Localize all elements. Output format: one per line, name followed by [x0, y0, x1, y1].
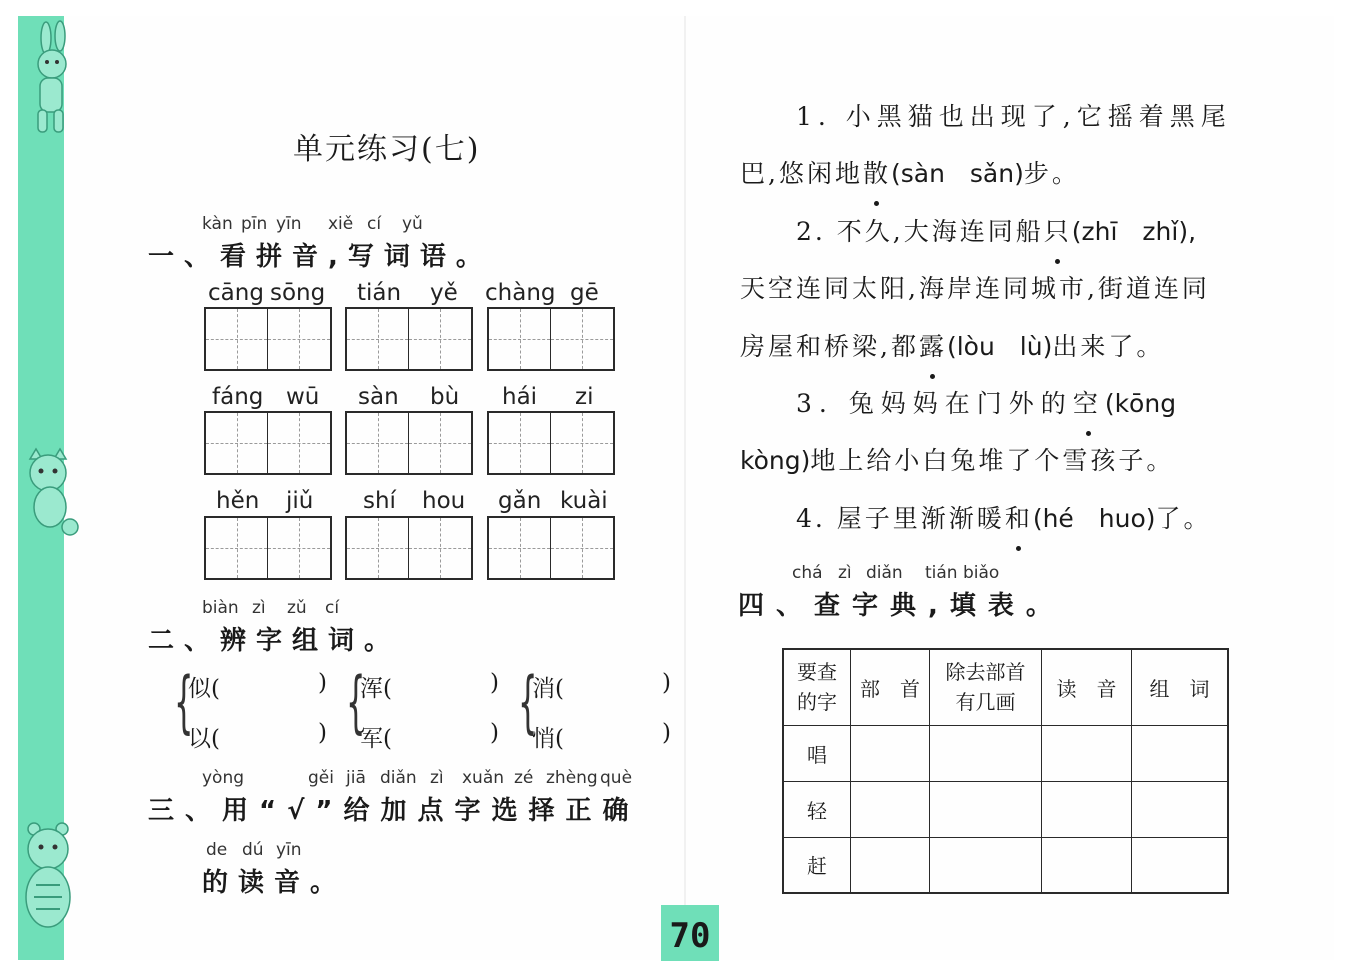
- pinyin: zì: [252, 598, 266, 618]
- grid-guide: [551, 443, 613, 444]
- pinyin: zǔ: [287, 598, 307, 618]
- section2-heading: 二、辨字组词。: [148, 626, 401, 656]
- pinyin: pīn: [241, 214, 268, 234]
- grid-pinyin: wū: [286, 384, 320, 410]
- table-header-row: [783, 649, 1228, 725]
- answer-cell[interactable]: [1132, 725, 1229, 781]
- page-fold: [684, 16, 686, 960]
- answer-cell[interactable]: [1042, 725, 1132, 781]
- group-paren: ): [318, 720, 327, 746]
- grid-guide: [347, 548, 408, 549]
- answer-cell[interactable]: [1042, 837, 1132, 893]
- grid-pinyin: shí: [363, 488, 396, 514]
- section3-heading-cont: 的读音。: [202, 868, 347, 898]
- grid-guide: [347, 339, 408, 340]
- pinyin: biǎo: [963, 563, 1000, 583]
- grid-cell[interactable]: [551, 518, 613, 578]
- group-paren: ): [662, 720, 671, 746]
- question-text: 1. 小黑猫也出现了,它摇着黑尾: [796, 102, 1232, 131]
- group-char: 似(: [188, 676, 220, 702]
- grid-guide: [268, 443, 330, 444]
- grid-guide: [268, 339, 330, 340]
- grid-guide: [489, 443, 550, 444]
- grid-cell[interactable]: [268, 518, 330, 578]
- answer-cell[interactable]: [1132, 781, 1229, 837]
- question-text: 房屋和桥梁,都: [740, 332, 919, 361]
- grid-pinyin: zi: [575, 384, 594, 410]
- grid-pinyin: sàn: [358, 384, 399, 410]
- section1-heading: 一、看拼音,写词语。: [148, 242, 492, 272]
- answer-cell[interactable]: [851, 725, 930, 781]
- grid-pinyin: sōng: [270, 280, 326, 306]
- pinyin: zì: [430, 768, 444, 788]
- grid-cell[interactable]: [551, 309, 613, 369]
- pinyin: diǎn: [380, 768, 417, 788]
- dotted-char: 空: [1073, 375, 1105, 432]
- question-text: 天空连同太阳,海岸连同城市,街道连同: [740, 274, 1210, 303]
- pinyin-choice[interactable]: (lòu lù): [946, 332, 1053, 361]
- grid-pinyin: hěn: [216, 488, 260, 514]
- pinyin: de: [206, 840, 228, 860]
- rabbit-icon: [16, 20, 82, 140]
- pinyin: zì: [838, 563, 852, 583]
- grid-pinyin: gǎn: [498, 488, 542, 514]
- answer-cell[interactable]: [1042, 781, 1132, 837]
- table-header: 部 首: [851, 649, 930, 725]
- pinyin: yīn: [276, 214, 302, 234]
- section3-heading: 三、用“√”给加点字选择正确: [148, 796, 640, 826]
- pinyin-choice[interactable]: (kōng: [1104, 389, 1177, 418]
- dotted-char: 只: [1044, 203, 1072, 260]
- table-header: 除去部首 有几画: [930, 649, 1042, 725]
- writing-grid[interactable]: [345, 516, 473, 580]
- answer-cell[interactable]: [930, 781, 1042, 837]
- grid-cell[interactable]: [409, 309, 471, 369]
- grid-cell[interactable]: [489, 309, 551, 369]
- writing-grid[interactable]: [204, 307, 332, 371]
- question-text: 地上给小白兔堆了个雪孩子。: [810, 446, 1175, 475]
- grid-guide: [551, 548, 613, 549]
- pinyin: yǔ: [402, 214, 423, 234]
- pinyin: cí: [325, 598, 340, 618]
- pinyin-choice[interactable]: kòng): [740, 446, 811, 475]
- table-row: [783, 781, 1228, 837]
- group-paren: ): [318, 670, 327, 696]
- grid-guide: [409, 443, 471, 444]
- grid-guide: [206, 339, 267, 340]
- brace-icon: {: [174, 663, 194, 742]
- grid-guide: [347, 443, 408, 444]
- grid-pinyin: chàng: [485, 280, 556, 306]
- grid-cell[interactable]: [347, 309, 409, 369]
- pinyin: yīn: [276, 840, 302, 860]
- pinyin-choice[interactable]: (zhī zhǐ),: [1071, 217, 1197, 246]
- table-char: 唱: [783, 725, 851, 781]
- pinyin: xuǎn: [462, 768, 505, 788]
- grid-pinyin: bù: [430, 384, 460, 410]
- grid-pinyin: tián: [357, 280, 402, 306]
- question-text: 巴,悠闲地: [740, 159, 863, 188]
- question-text: 出来了。: [1052, 332, 1165, 361]
- grid-cell[interactable]: [206, 413, 268, 473]
- writing-grid[interactable]: [487, 307, 615, 371]
- grid-pinyin: fáng: [212, 384, 264, 410]
- table-row: [783, 837, 1228, 893]
- writing-grid[interactable]: [204, 516, 332, 580]
- writing-grid[interactable]: [487, 411, 615, 475]
- table-header: 要查 的字: [783, 649, 851, 725]
- table-row: [783, 725, 1228, 781]
- group-paren: ): [662, 670, 671, 696]
- pinyin-choice[interactable]: (sàn sǎn): [890, 159, 1024, 188]
- dictionary-table: [782, 648, 1229, 894]
- grid-pinyin: cāng: [208, 280, 264, 306]
- grid-pinyin: gē: [570, 280, 599, 306]
- question-text: 3. 兔妈妈在门外的: [796, 389, 1073, 418]
- group-paren: ): [490, 670, 499, 696]
- question-text: 步。: [1023, 159, 1080, 188]
- grid-pinyin: hou: [422, 488, 466, 514]
- page-title: 单元练习(七): [293, 132, 481, 167]
- grid-pinyin: yě: [430, 280, 458, 306]
- dotted-char: 散: [863, 145, 891, 202]
- pinyin-choice[interactable]: (hé huo): [1032, 504, 1156, 533]
- question-text: 2. 不久,大海连同船: [796, 217, 1044, 246]
- pinyin: yòng: [202, 768, 245, 788]
- writing-grid[interactable]: [487, 516, 615, 580]
- pinyin: chá: [792, 563, 823, 583]
- table-char: 轻: [783, 781, 851, 837]
- group-char: 以(: [188, 726, 220, 752]
- answer-cell[interactable]: [930, 725, 1042, 781]
- grid-cell[interactable]: [347, 518, 409, 578]
- grid-guide: [206, 443, 267, 444]
- dotted-char: 和: [1005, 490, 1033, 547]
- writing-grid[interactable]: [204, 411, 332, 475]
- grid-guide: [489, 339, 550, 340]
- table-char: 赶: [783, 837, 851, 893]
- grid-cell[interactable]: [409, 518, 471, 578]
- pinyin: gěi: [308, 768, 334, 788]
- grid-guide: [268, 548, 330, 549]
- answer-cell[interactable]: [930, 837, 1042, 893]
- brace-icon: {: [346, 663, 366, 742]
- grid-cell[interactable]: [347, 413, 409, 473]
- grid-cell[interactable]: [489, 518, 551, 578]
- answer-cell[interactable]: [851, 837, 930, 893]
- grid-cell[interactable]: [409, 413, 471, 473]
- group-char: 浑(: [360, 676, 392, 702]
- grid-guide: [409, 548, 471, 549]
- grid-cell[interactable]: [551, 413, 613, 473]
- pinyin: què: [600, 768, 633, 788]
- pinyin: zé: [514, 768, 534, 788]
- grid-guide: [489, 548, 550, 549]
- answer-cell[interactable]: [851, 781, 930, 837]
- group-char: 悄(: [532, 726, 564, 752]
- writing-grid[interactable]: [345, 411, 473, 475]
- pinyin: tián: [925, 563, 958, 583]
- page-number: 70: [661, 905, 719, 961]
- grid-pinyin: jiǔ: [286, 488, 314, 514]
- grid-cell[interactable]: [489, 413, 551, 473]
- pinyin: zhèng: [546, 768, 598, 788]
- grid-guide: [206, 548, 267, 549]
- group-char: 消(: [532, 676, 564, 702]
- group-paren: ): [490, 720, 499, 746]
- grid-guide: [409, 339, 471, 340]
- grid-cell[interactable]: [206, 518, 268, 578]
- grid-guide: [551, 339, 613, 340]
- cat-icon: [16, 445, 82, 540]
- grid-pinyin: kuài: [560, 488, 608, 514]
- question-text: 4. 屋子里渐渐暖: [796, 504, 1005, 533]
- grid-cell[interactable]: [206, 309, 268, 369]
- group-char: 军(: [360, 726, 392, 752]
- writing-grid[interactable]: [345, 307, 473, 371]
- tiger-icon: [16, 815, 82, 935]
- grid-pinyin: hái: [502, 384, 538, 410]
- pinyin: biàn: [202, 598, 239, 618]
- table-header: 读 音: [1042, 649, 1132, 725]
- pinyin: xiě: [328, 214, 354, 234]
- pinyin: dú: [242, 840, 264, 860]
- answer-cell[interactable]: [1132, 837, 1229, 893]
- pinyin: kàn: [202, 214, 233, 234]
- dotted-char: 露: [919, 318, 947, 375]
- grid-cell[interactable]: [268, 309, 330, 369]
- pinyin: jiā: [346, 768, 366, 788]
- pinyin: diǎn: [866, 563, 903, 583]
- table-header: 组 词: [1132, 649, 1229, 725]
- question-text: 了。: [1155, 504, 1212, 533]
- grid-cell[interactable]: [268, 413, 330, 473]
- brace-icon: {: [518, 663, 538, 742]
- pinyin: cí: [367, 214, 382, 234]
- section4-heading: 四、查字典,填表。: [738, 591, 1064, 621]
